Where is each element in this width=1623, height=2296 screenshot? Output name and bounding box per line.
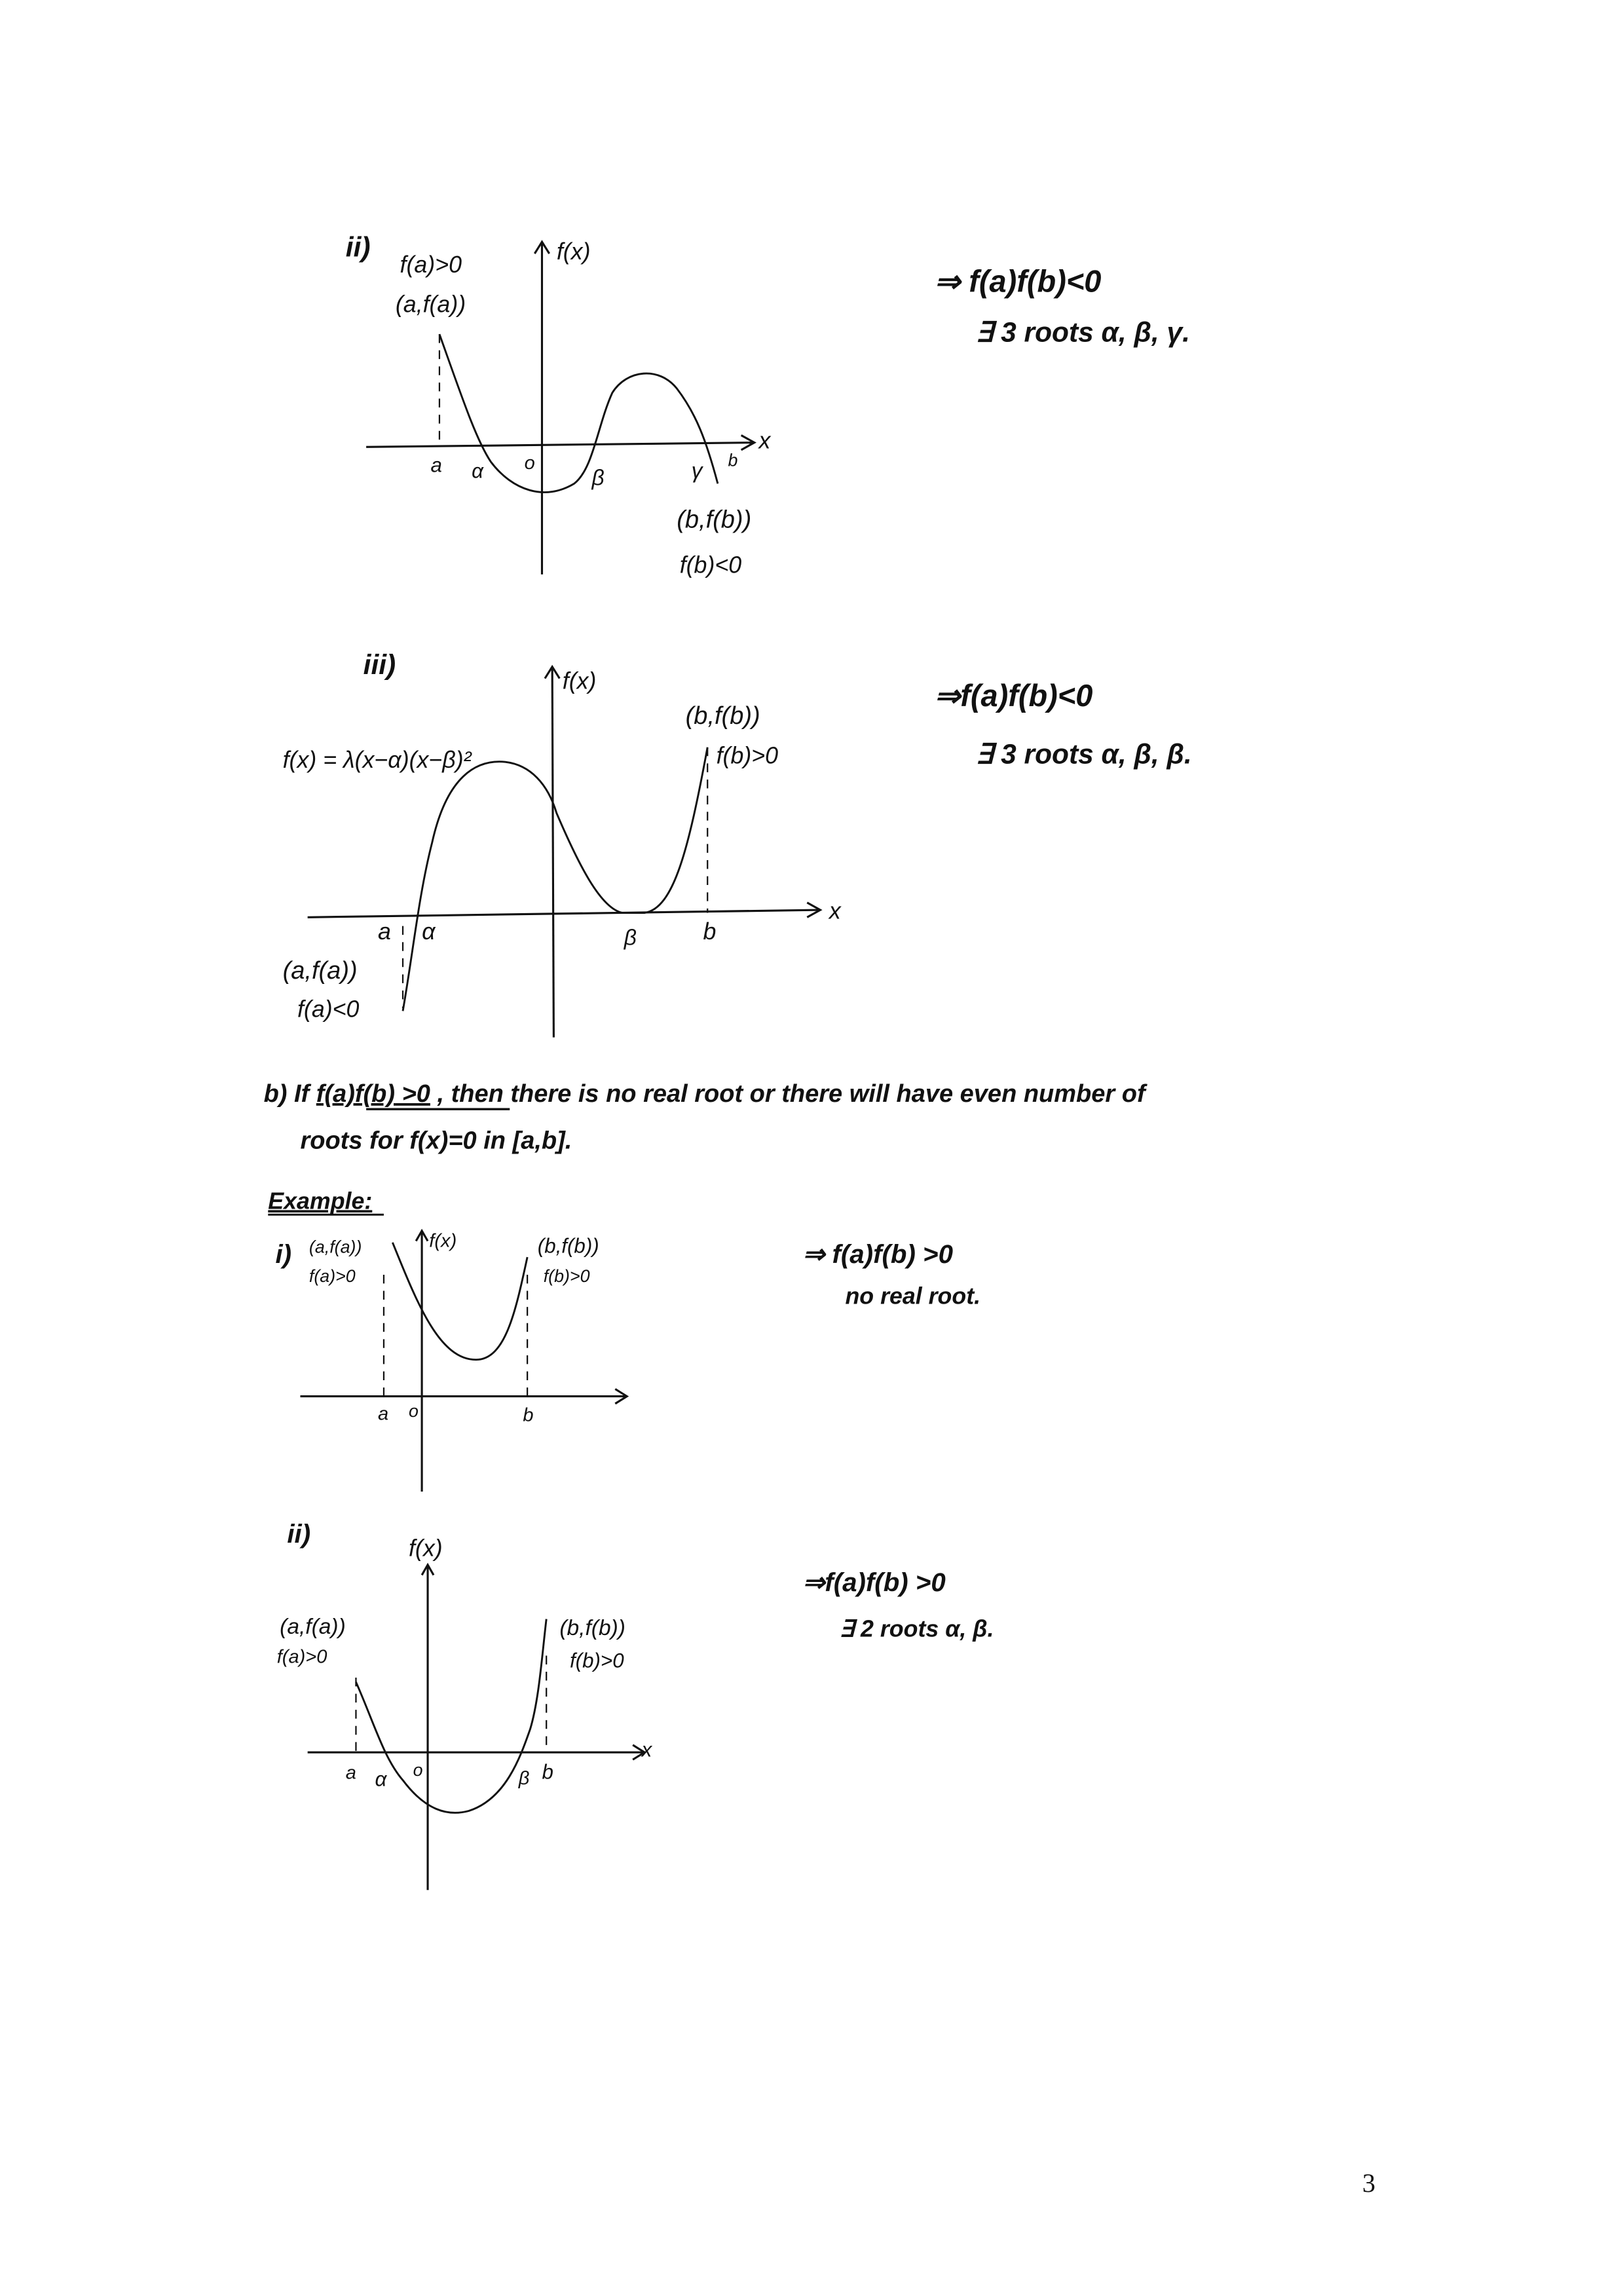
tick-beta: β xyxy=(518,1768,530,1790)
graph-ii xyxy=(346,233,1190,578)
conclusion-2: ∃ 3 roots α, β, γ. xyxy=(975,317,1190,348)
y-axis-label: f(x) xyxy=(562,668,597,694)
tick-a: a xyxy=(430,453,442,477)
tick-beta: β xyxy=(624,926,637,950)
fb-condition: f(b)>0 xyxy=(716,742,779,769)
fb-condition: f(b)>0 xyxy=(543,1266,590,1287)
condition-underlined: f(a)f(b) >0 xyxy=(316,1080,430,1108)
curve xyxy=(403,747,707,1011)
x-axis-label: x xyxy=(829,897,841,924)
fa-condition: f(a)<0 xyxy=(297,996,360,1023)
section-b-line-2: roots for f(x)=0 in [a,b]. xyxy=(300,1127,572,1155)
tick-a: a xyxy=(378,1403,389,1425)
fa-condition: f(a)>0 xyxy=(276,1646,327,1668)
tick-b: b xyxy=(523,1404,534,1426)
tick-alpha: α xyxy=(472,459,484,483)
a-point-label: (a,f(a)) xyxy=(395,291,466,318)
example-heading: Example: xyxy=(268,1188,373,1214)
tick-origin: o xyxy=(524,452,535,474)
section-b-line-1: b) If f(a)f(b) >0 , then there is no real root or there will have even number of xyxy=(263,1080,1146,1108)
tick-gamma: γ xyxy=(691,459,703,483)
conclusion-1: ⇒f(a)f(b) >0 xyxy=(802,1568,946,1598)
fa-condition: f(a)>0 xyxy=(308,1266,356,1287)
tick-origin: o xyxy=(413,1760,423,1780)
fa-condition: f(a)>0 xyxy=(400,252,462,278)
x-axis xyxy=(366,443,755,447)
function-formula: f(x) = λ(x−α)(x−β)² xyxy=(282,747,472,774)
b-point-label: (b,f(b)) xyxy=(537,1234,599,1258)
tick-b: b xyxy=(703,918,717,945)
graph-iii xyxy=(283,650,1192,1038)
b-point-label: (b,f(b)) xyxy=(559,1616,625,1641)
tick-b: b xyxy=(542,1760,553,1784)
tick-beta: β xyxy=(591,466,605,491)
conclusion-2: ∃ 2 roots α, β. xyxy=(839,1615,994,1642)
y-axis-label: f(x) xyxy=(408,1535,443,1562)
tick-b: b xyxy=(728,450,738,470)
tick-alpha: α xyxy=(422,918,436,945)
page-number: 3 xyxy=(1362,2168,1376,2198)
b-point-label: (b,f(b)) xyxy=(685,702,760,730)
section-b-text xyxy=(264,1080,1147,1155)
x-axis xyxy=(308,910,821,917)
y-axis xyxy=(552,667,553,1038)
conclusion-1: ⇒ f(a)f(b) >0 xyxy=(802,1239,953,1270)
conclusion-2: ∃ 3 roots α, β, β. xyxy=(975,739,1192,770)
x-axis-label: x xyxy=(758,427,771,454)
y-axis-label: f(x) xyxy=(429,1230,457,1252)
example-i-graph xyxy=(275,1230,980,1491)
fb-condition: f(b)<0 xyxy=(679,552,742,578)
conclusion-2: no real root. xyxy=(845,1283,981,1309)
example-ii-graph xyxy=(277,1519,994,1890)
b-point-label: (b,f(b)) xyxy=(677,506,752,534)
tick-alpha: α xyxy=(375,1767,387,1791)
y-axis-label: f(x) xyxy=(556,238,591,265)
conclusion-1: ⇒ f(a)f(b)<0 xyxy=(934,263,1102,299)
tick-origin: o xyxy=(408,1401,419,1421)
example-i-label: i) xyxy=(275,1239,292,1270)
fb-condition: f(b)>0 xyxy=(569,1649,624,1672)
x-axis-label: x xyxy=(641,1738,652,1761)
graph-iii-label: iii) xyxy=(363,650,396,681)
a-point-label: (a,f(a)) xyxy=(280,1614,346,1639)
graph-ii-label: ii) xyxy=(345,232,371,263)
curve xyxy=(392,1243,527,1360)
example-ii-label: ii) xyxy=(287,1519,311,1549)
conclusion-1: ⇒f(a)f(b)<0 xyxy=(934,678,1093,713)
a-point-label: (a,f(a)) xyxy=(282,957,358,985)
a-point-label: (a,f(a)) xyxy=(308,1237,362,1257)
tick-a: a xyxy=(345,1762,356,1784)
tick-a: a xyxy=(378,918,391,945)
